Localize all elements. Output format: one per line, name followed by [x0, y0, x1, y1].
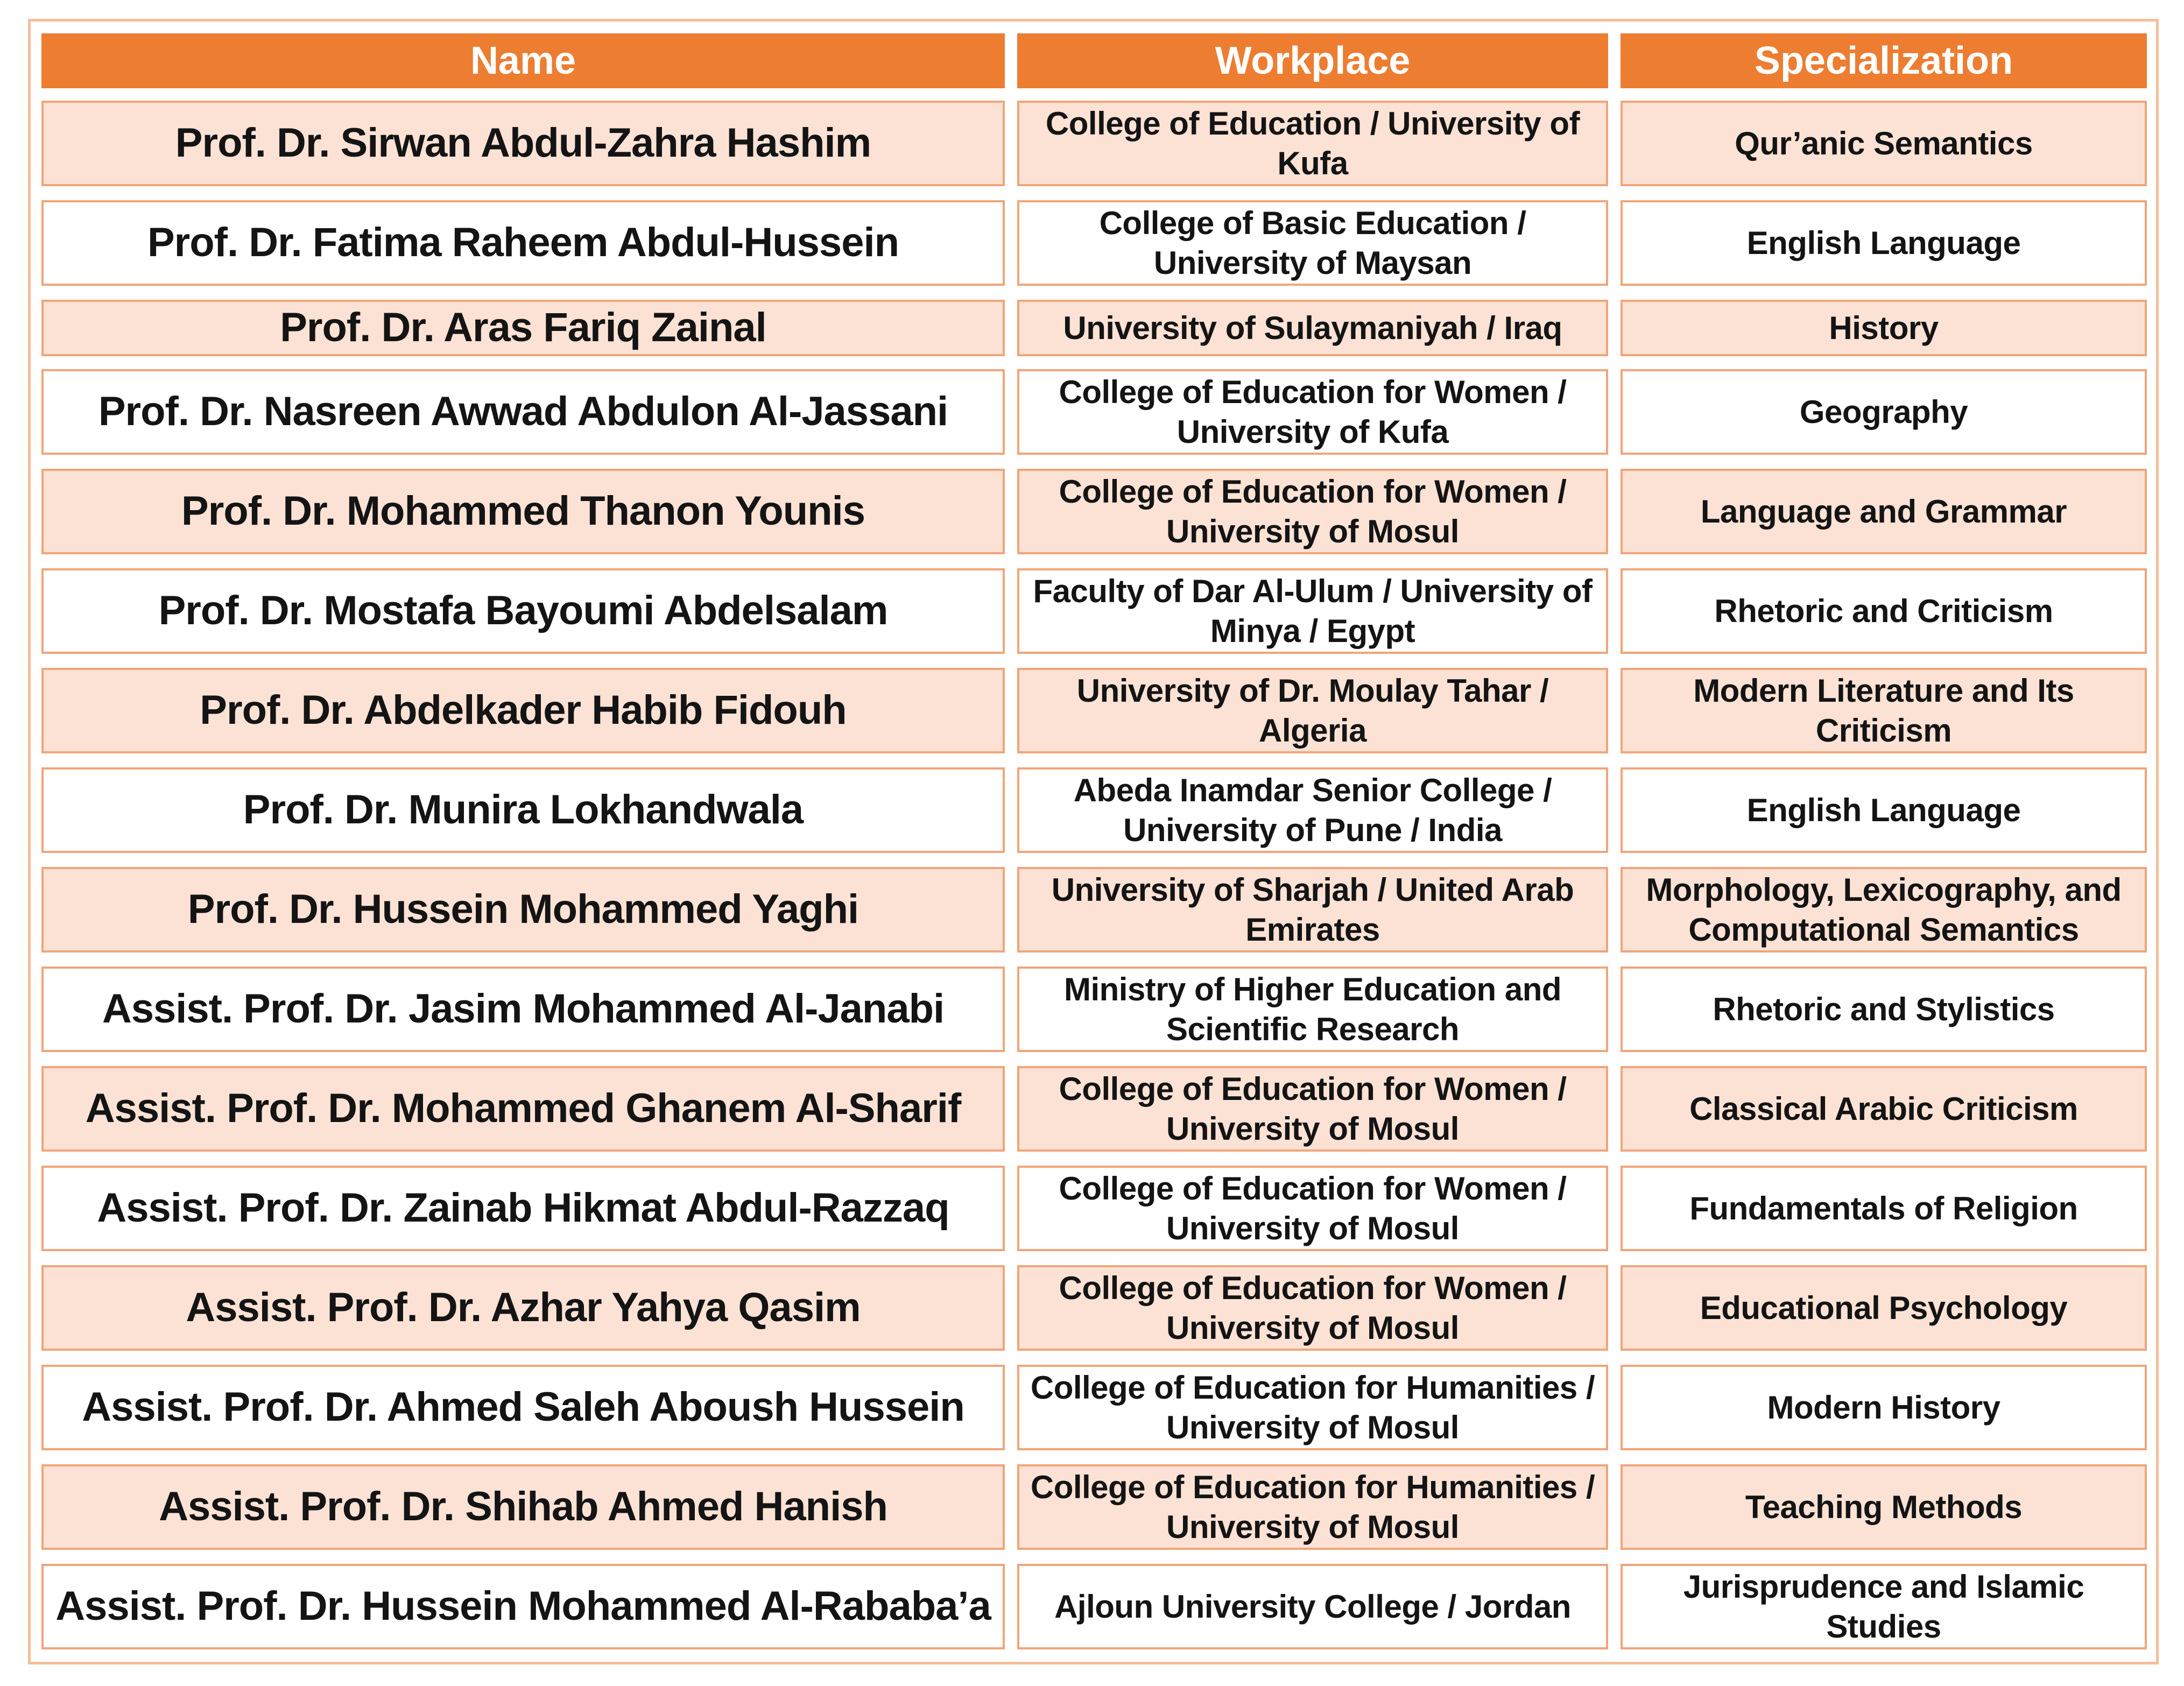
specialization-cell: Language and Grammar: [1621, 469, 2147, 554]
specialization-cell: Fundamentals of Religion: [1621, 1166, 2147, 1251]
name-cell: Prof. Dr. Aras Fariq Zainal: [41, 300, 1005, 356]
specialization-cell: Teaching Methods: [1621, 1464, 2147, 1550]
specialization-cell: History: [1621, 300, 2147, 356]
workplace-cell: Faculty of Dar Al-Ulum / University of Minya / Egypt: [1017, 568, 1608, 654]
header-divider: [1608, 33, 1621, 88]
name-cell: Prof. Dr. Sirwan Abdul-Zahra Hashim: [41, 101, 1005, 186]
specialization-cell: Modern History: [1621, 1365, 2147, 1450]
specialization-cell: Jurisprudence and Islamic Studies: [1621, 1564, 2147, 1649]
workplace-cell: College of Education for Women / University of Mosul: [1017, 1166, 1608, 1251]
specialization-cell: Rhetoric and Criticism: [1621, 568, 2147, 654]
name-cell: Prof. Dr. Abdelkader Habib Fidouh: [41, 668, 1005, 753]
header-specialization: Specialization: [1621, 33, 2147, 88]
workplace-cell: University of Sulaymaniyah / Iraq: [1017, 300, 1608, 356]
workplace-cell: Abeda Inamdar Senior College / University of Pune / India: [1017, 767, 1608, 853]
name-cell: Assist. Prof. Dr. Shihab Ahmed Hanish: [41, 1464, 1005, 1550]
name-cell: Assist. Prof. Dr. Hussein Mohammed Al-Rababa’a: [41, 1564, 1005, 1649]
specialization-cell: Qur’anic Semantics: [1621, 101, 2147, 186]
header-workplace: Workplace: [1017, 33, 1608, 88]
name-cell: Assist. Prof. Dr. Jasim Mohammed Al-Janabi: [41, 967, 1005, 1052]
workplace-cell: College of Education for Women / University of Kufa: [1017, 369, 1608, 455]
name-cell: Prof. Dr. Fatima Raheem Abdul-Hussein: [41, 200, 1005, 286]
specialization-cell: Geography: [1621, 369, 2147, 455]
specialization-cell: Morphology, Lexicography, and Computational Semantics: [1621, 867, 2147, 953]
specialization-cell: English Language: [1621, 200, 2147, 286]
name-cell: Assist. Prof. Dr. Mohammed Ghanem Al-Sharif: [41, 1066, 1005, 1152]
specialization-cell: Educational Psychology: [1621, 1265, 2147, 1351]
workplace-cell: College of Education for Humanities / University of Mosul: [1017, 1464, 1608, 1550]
workplace-cell: Ministry of Higher Education and Scientific Research: [1017, 967, 1608, 1052]
name-cell: Assist. Prof. Dr. Azhar Yahya Qasim: [41, 1265, 1005, 1351]
workplace-cell: Ajloun University College / Jordan: [1017, 1564, 1608, 1649]
workplace-cell: College of Education for Women / University of Mosul: [1017, 469, 1608, 554]
workplace-cell: College of Education for Women / University of Mosul: [1017, 1265, 1608, 1351]
name-cell: Prof. Dr. Mohammed Thanon Younis: [41, 469, 1005, 554]
workplace-cell: College of Education for Women / University of Mosul: [1017, 1066, 1608, 1152]
name-cell: Prof. Dr. Mostafa Bayoumi Abdelsalam: [41, 568, 1005, 654]
name-cell: Prof. Dr. Munira Lokhandwala: [41, 767, 1005, 853]
workplace-cell: University of Sharjah / United Arab Emirates: [1017, 867, 1608, 953]
name-cell: Prof. Dr. Nasreen Awwad Abdulon Al-Jassani: [41, 369, 1005, 455]
specialization-cell: Rhetoric and Stylistics: [1621, 967, 2147, 1052]
specialization-cell: English Language: [1621, 767, 2147, 853]
workplace-cell: College of Education for Humanities / University of Mosul: [1017, 1365, 1608, 1450]
header-divider: [1005, 33, 1017, 88]
workplace-cell: University of Dr. Moulay Tahar / Algeria: [1017, 668, 1608, 753]
name-cell: Assist. Prof. Dr. Zainab Hikmat Abdul-Razzaq: [41, 1166, 1005, 1251]
specialization-cell: Classical Arabic Criticism: [1621, 1066, 2147, 1152]
workplace-cell: College of Education / University of Kufa: [1017, 101, 1608, 186]
name-cell: Prof. Dr. Hussein Mohammed Yaghi: [41, 867, 1005, 953]
name-cell: Assist. Prof. Dr. Ahmed Saleh Aboush Hussein: [41, 1365, 1005, 1450]
specialization-cell: Modern Literature and Its Criticism: [1621, 668, 2147, 753]
workplace-cell: College of Basic Education / University of Maysan: [1017, 200, 1608, 286]
header-name: Name: [41, 33, 1005, 88]
